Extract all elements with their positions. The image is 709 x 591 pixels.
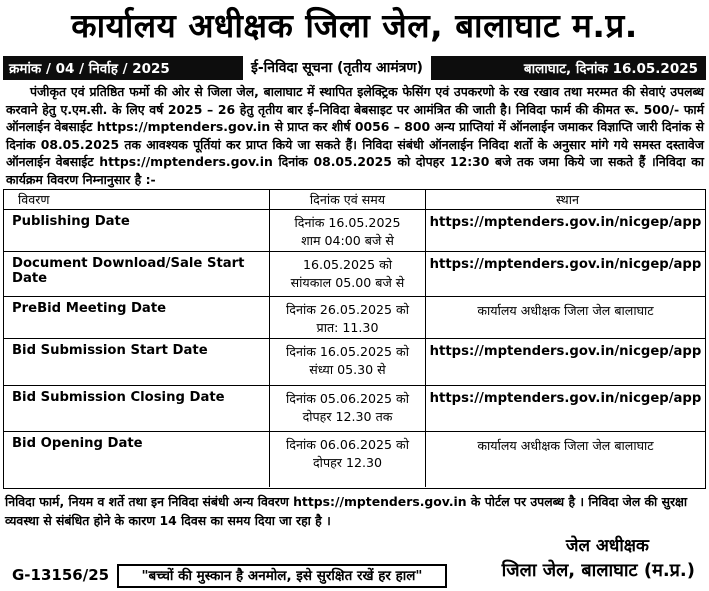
event-name: Bid Opening Date: [4, 432, 270, 487]
event-time: दोपहर 12.30: [313, 454, 382, 470]
table-row: [4, 432, 705, 487]
schedule-table: [3, 189, 706, 489]
event-place: कार्यालय अधीक्षक जिला जेल बालाघाट: [477, 303, 654, 318]
table-row: [4, 297, 705, 339]
reference-bar: [3, 56, 706, 80]
event-datetime: [270, 210, 426, 251]
event-name: Publishing Date: [4, 210, 270, 251]
event-date: 16.05.2025 को: [302, 257, 393, 272]
slogan-box: "बच्चों की मुस्कान है अनमोल, इसे सुरक्षित रखें हर हाल": [117, 564, 447, 588]
event-name: Document Download/Sale Start Date: [4, 252, 270, 296]
table-row: [4, 210, 705, 252]
event-place-link[interactable]: https://mptenders.gov.in/nicgep/app: [429, 215, 702, 230]
table-row: [4, 386, 705, 432]
notice-title: ई-निविदा सूचना (तृतीय आमंत्रण): [243, 56, 431, 80]
event-date: दिनांक 26.05.2025 को: [286, 302, 409, 317]
event-place-link[interactable]: https://mptenders.gov.in/nicgep/app: [429, 257, 702, 272]
event-date: दिनांक 16.05.2025 को: [286, 344, 409, 359]
office-title: कार्यालय अधीक्षक जिला जेल, बालाघाट म.प्र.: [71, 6, 638, 45]
intro-paragraph: पंजीकृत एवं प्रतिष्ठित फर्मो की ओर से जिला जेल, बालाघाट में स्थापित इलेक्ट्रिक फेसिंग एवं उपकरणो के रख रखाव तथा मरम्मत की सेवाएं उपलब्ध करवाने हेतु ए.एम.सी. के लिए वर्ष 2025 – 26 हेतु तृतीय बार ई–निविदा बेबसाइट पर आमंत्रित की जाती है। निविदा फार्म की कीमत रू. 500/- फार्म ऑनलाईन वेबसाईट https://mptenders.gov.in से प्राप्त कर शीर्ष 0056 – 800 अन्य प्राप्तियां में ऑनलाईन जमाकर विज्ञाप्ति जारी दिनांक से दिनांक 08.05.2025 तक आवश्यक पूर्तियां कर प्राप्त किये जा सकते हैं। निविदा संबंधी ऑनलाईन निविदा शर्तो के अनुसार मांगे गये समस्त दस्तावेज ऑनलाईन वेबसाईट https://mptenders.gov.in दिनांक 08.05.2025 को दोपहर 12:30 बजे तक जमा किये जा सकते हैं ।निविदा का कार्यक्रम विवरण निम्नानुसार है :-: [6, 84, 704, 187]
event-time: संध्या 05.30 से: [309, 361, 386, 377]
event-place: कार्यालय अधीक्षक जिला जेल बालाघाट: [477, 438, 654, 453]
event-date: दिनांक 16.05.2025: [294, 215, 401, 230]
table-row: [4, 339, 705, 386]
signatory-designation: जेल अधीक्षक: [565, 536, 649, 556]
signatory-office: जिला जेल, बालाघाट (म.प्र.): [501, 560, 695, 581]
event-date: दिनांक 06.06.2025 को: [286, 437, 409, 452]
event-time: प्रात: 11.30: [316, 319, 379, 335]
event-datetime: [270, 297, 426, 338]
event-datetime: [270, 339, 426, 385]
event-time: दोपहर 12.30 तक: [302, 408, 393, 424]
place-date: बालाघाट, दिनांक 16.05.2025: [523, 61, 698, 77]
table-header-row: [4, 190, 705, 210]
event-name: Bid Submission Closing Date: [4, 386, 270, 431]
header-date-time: दिनांक एवं समय: [270, 190, 426, 209]
ad-code: G-13156/25: [12, 566, 110, 584]
footer-note: निविदा फार्म, नियम व शर्ते तथा इन निविदा संबंधी अन्य विवरण https://mptenders.gov.in के पोर्टल पर उपलब्ध है । निविदा जेल की सुरक्षा व्यवस्था से संबंधित होने के कारण 14 दिवस का समय दिया जा रहा है ।: [5, 494, 688, 528]
event-time: सांयकाल 05.00 बजे से: [290, 274, 405, 290]
header-description: विवरण: [4, 190, 270, 209]
reference-number: क्रमांक / 04 / निर्वाह / 2025: [9, 61, 170, 77]
event-place-link[interactable]: https://mptenders.gov.in/nicgep/app: [429, 391, 702, 406]
table-row: [4, 252, 705, 297]
header-place: स्थान: [556, 192, 579, 207]
event-datetime: [270, 432, 426, 487]
event-name: PreBid Meeting Date: [4, 297, 270, 338]
event-name: Bid Submission Start Date: [4, 339, 270, 385]
event-place-link[interactable]: https://mptenders.gov.in/nicgep/app: [429, 344, 702, 359]
event-datetime: [270, 386, 426, 431]
event-date: दिनांक 05.06.2025 को: [286, 391, 409, 406]
event-time: शाम 04:00 बजे से: [301, 232, 394, 248]
event-datetime: [270, 252, 426, 296]
